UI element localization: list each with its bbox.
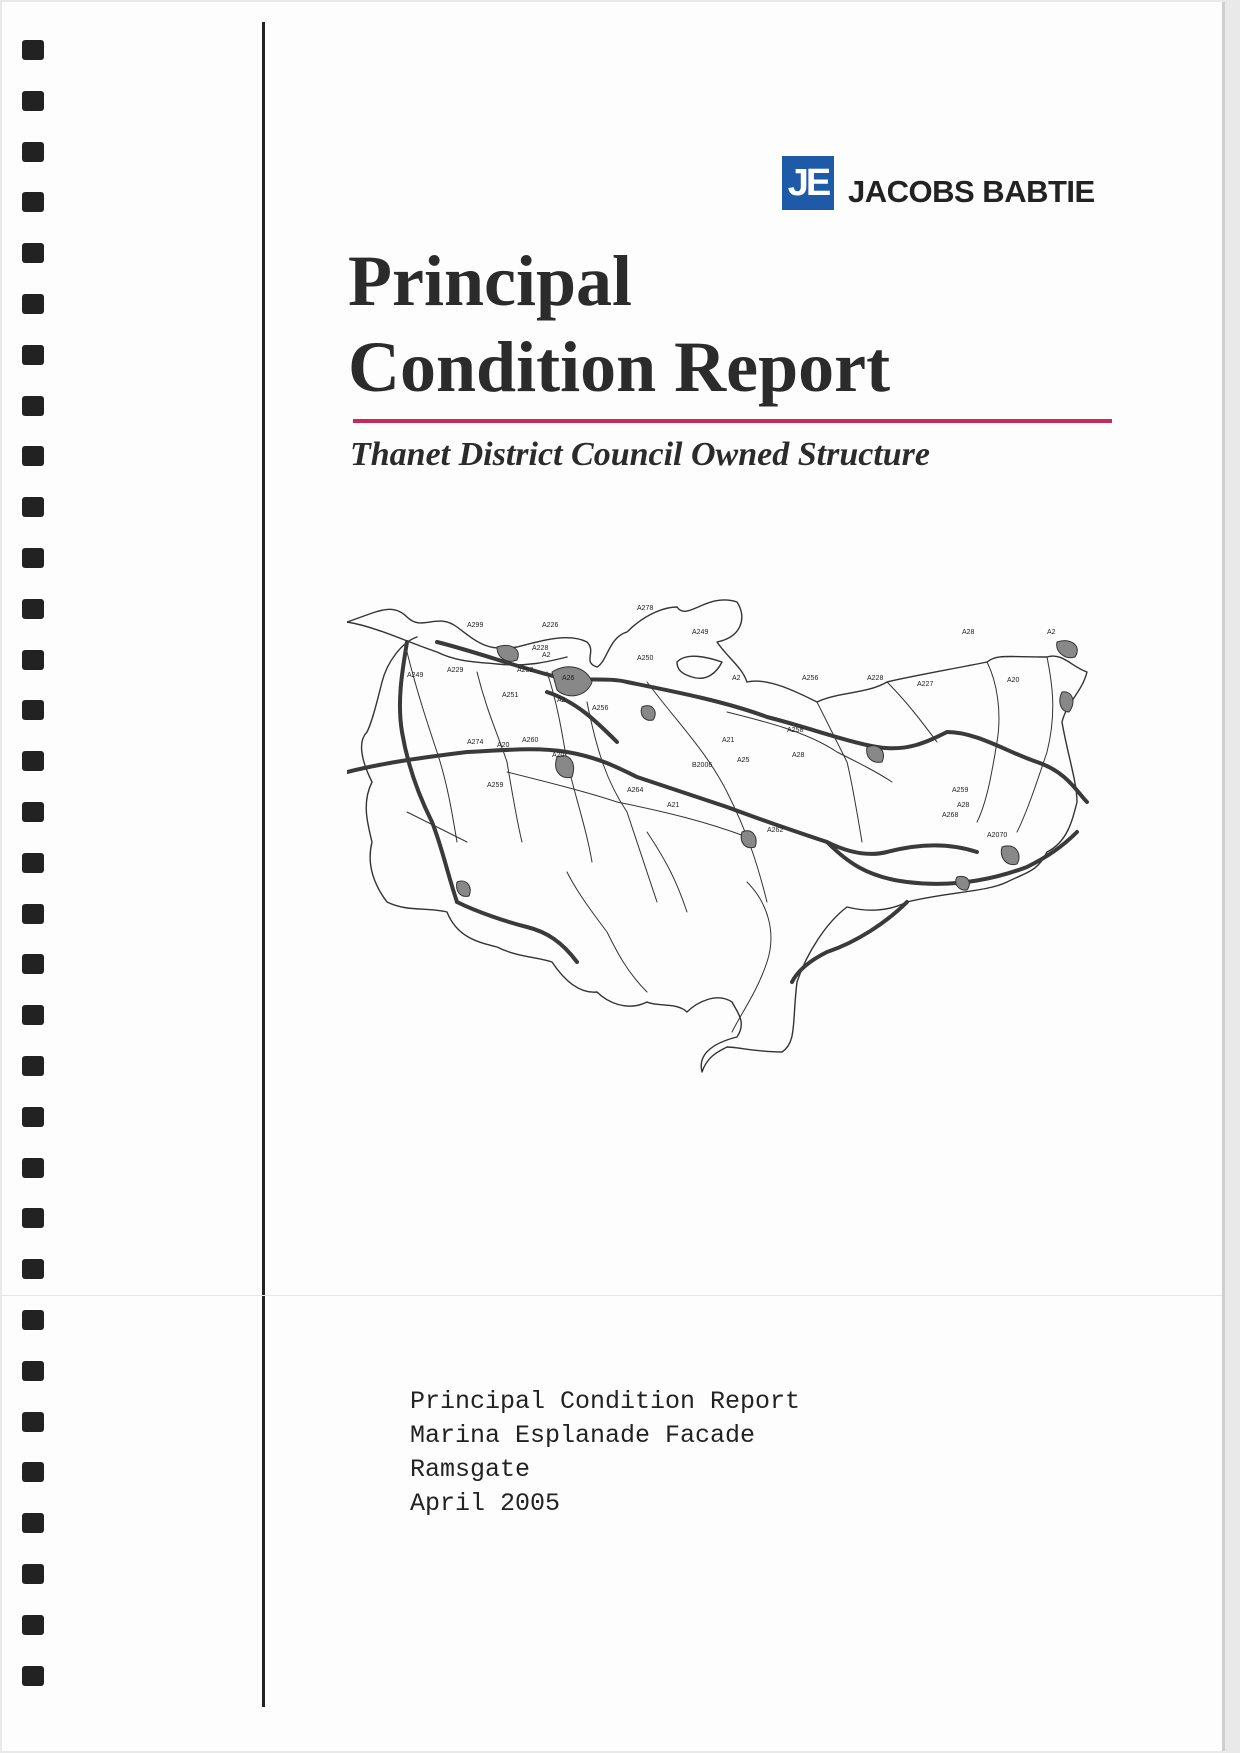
road-label: A262 bbox=[767, 827, 784, 834]
company-logo bbox=[782, 156, 1095, 210]
binding-hole bbox=[22, 1259, 44, 1279]
details-structure: Marina Esplanade Facade bbox=[410, 1421, 756, 1450]
road-label: A25 bbox=[737, 757, 750, 764]
binding-hole bbox=[22, 1056, 44, 1076]
binding-hole bbox=[22, 1361, 44, 1381]
title-divider bbox=[353, 419, 1112, 423]
binding-hole bbox=[22, 446, 44, 466]
road-label: A28 bbox=[792, 752, 805, 759]
road-label: A226 bbox=[542, 622, 559, 629]
binding-hole bbox=[22, 192, 44, 212]
binding-hole bbox=[22, 1310, 44, 1330]
binding-hole bbox=[22, 1005, 44, 1025]
road-label: A260 bbox=[522, 737, 539, 744]
binding-hole bbox=[22, 91, 44, 111]
binding-hole bbox=[22, 1412, 44, 1432]
road-label: A268 bbox=[942, 812, 959, 819]
estuary-line bbox=[347, 622, 567, 665]
binding-hole bbox=[22, 853, 44, 873]
road-label: A28 bbox=[962, 629, 975, 636]
sheppey-outline bbox=[677, 656, 722, 678]
report-title bbox=[348, 238, 1108, 410]
road-label: A228 bbox=[532, 645, 549, 652]
binding-hole bbox=[22, 599, 44, 619]
spine-rule bbox=[262, 22, 265, 1707]
binding-hole bbox=[22, 1666, 44, 1686]
road-label: A256 bbox=[592, 705, 609, 712]
binding-hole bbox=[22, 650, 44, 670]
binding-hole bbox=[22, 1513, 44, 1533]
road-label: A227 bbox=[917, 681, 934, 688]
page-fold-line bbox=[2, 1295, 1222, 1296]
road-label: A21 bbox=[667, 802, 680, 809]
town-folkestone bbox=[956, 876, 970, 890]
road-label: A251 bbox=[502, 692, 519, 699]
binding-hole bbox=[22, 1107, 44, 1127]
binding-hole bbox=[22, 294, 44, 314]
details-report-type: Principal Condition Report bbox=[410, 1387, 801, 1416]
report-cover-page bbox=[2, 2, 1225, 1751]
road-map-drawing bbox=[347, 582, 1092, 1092]
road-label: A252 bbox=[517, 667, 534, 674]
je-logo-mark: JE bbox=[782, 156, 834, 210]
m2-a2-road bbox=[437, 642, 1087, 802]
road-label: A299 bbox=[467, 622, 484, 629]
m25-road bbox=[400, 642, 457, 902]
binding-hole bbox=[22, 954, 44, 974]
town-sittingbourne bbox=[641, 706, 655, 721]
a20-coast-road bbox=[827, 832, 1077, 884]
road-label: A256 bbox=[802, 675, 819, 682]
road-label: A259 bbox=[952, 787, 969, 794]
a21-road bbox=[457, 902, 577, 962]
road-label: A250 bbox=[637, 655, 654, 662]
binding-hole bbox=[22, 40, 44, 60]
road-label: A26 bbox=[562, 675, 575, 682]
road-label: B2006 bbox=[692, 762, 713, 769]
binding-hole bbox=[22, 345, 44, 365]
binding-hole bbox=[22, 1462, 44, 1482]
road-label: A249 bbox=[407, 672, 424, 679]
binding-hole bbox=[22, 497, 44, 517]
road-label: A278 bbox=[637, 605, 654, 612]
binding-hole bbox=[22, 1564, 44, 1584]
report-subtitle: Thanet District Council Owned Structure bbox=[350, 436, 930, 473]
details-date: April 2005 bbox=[410, 1489, 561, 1518]
road-label: A2 bbox=[557, 697, 566, 704]
title-line-2: Condition Report bbox=[348, 327, 891, 407]
binding-hole bbox=[22, 396, 44, 416]
binding-hole bbox=[22, 1615, 44, 1635]
road-label: A264 bbox=[627, 787, 644, 794]
binding-hole bbox=[22, 1158, 44, 1178]
a259-road bbox=[792, 902, 907, 982]
road-label: A249 bbox=[692, 629, 709, 636]
road-label: A228 bbox=[867, 675, 884, 682]
town-ashford bbox=[741, 831, 756, 848]
road-label: A2 bbox=[732, 675, 741, 682]
binding-hole bbox=[22, 1208, 44, 1228]
town-ramsgate bbox=[1060, 692, 1073, 712]
report-details bbox=[410, 1385, 800, 1521]
road-label: A274 bbox=[467, 739, 484, 746]
details-location: Ramsgate bbox=[410, 1455, 531, 1484]
spiral-binding bbox=[22, 40, 48, 1716]
road-label: A2 bbox=[542, 652, 551, 659]
road-label: A20 bbox=[552, 752, 565, 759]
road-label: A21 bbox=[722, 737, 735, 744]
binding-hole bbox=[22, 700, 44, 720]
road-label: A28 bbox=[957, 802, 970, 809]
road-label: A259 bbox=[487, 782, 504, 789]
town-dover bbox=[1001, 846, 1019, 865]
binding-hole bbox=[22, 548, 44, 568]
road-label: A20 bbox=[1007, 677, 1020, 684]
road-label: A2070 bbox=[987, 832, 1008, 839]
binding-hole bbox=[22, 904, 44, 924]
road-label: A258 bbox=[787, 727, 804, 734]
road-label: A229 bbox=[447, 667, 464, 674]
town-tunbridge bbox=[457, 881, 471, 896]
binding-hole bbox=[22, 802, 44, 822]
road-label: A20 bbox=[497, 742, 510, 749]
binding-hole bbox=[22, 243, 44, 263]
road-label: A2 bbox=[1047, 629, 1056, 636]
kent-road-map bbox=[347, 582, 1092, 1092]
town-margate bbox=[1057, 641, 1078, 658]
binding-hole bbox=[22, 142, 44, 162]
title-line-1: Principal bbox=[348, 241, 632, 321]
company-name: JACOBS BABTIE bbox=[848, 174, 1095, 209]
binding-hole bbox=[22, 751, 44, 771]
